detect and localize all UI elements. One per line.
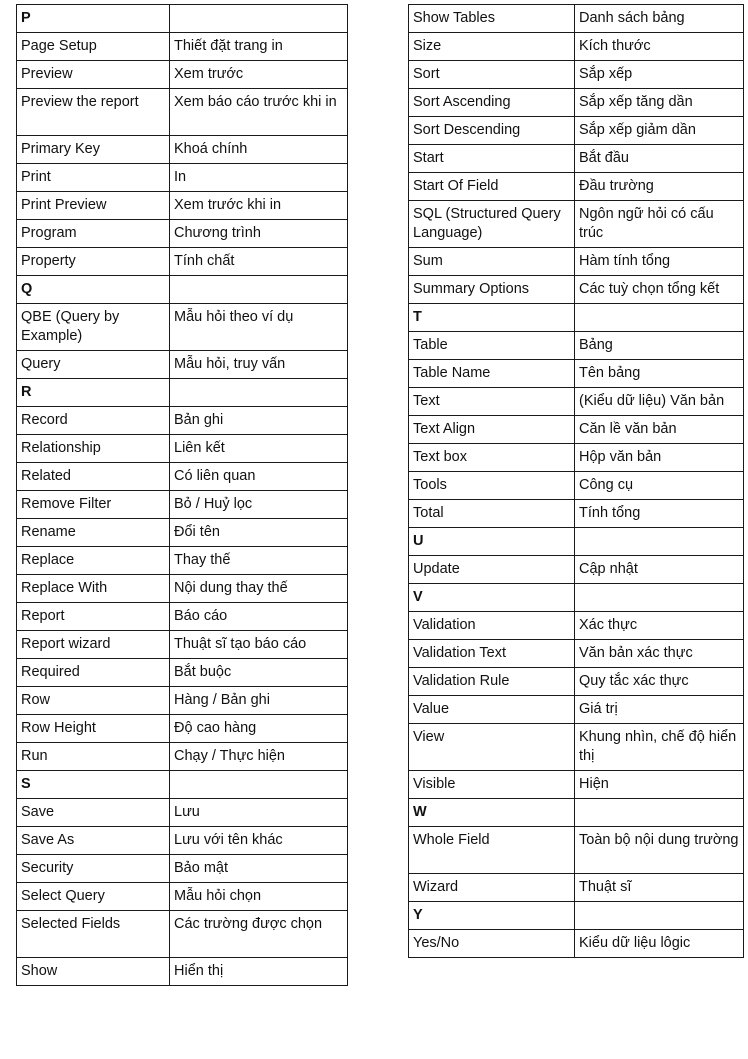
meaning-cell: Tính tổng: [575, 500, 744, 528]
term-cell: SQL (Structured Query Language): [409, 201, 575, 248]
term-cell: Size: [409, 33, 575, 61]
glossary-row: [17, 631, 348, 659]
term-cell: Print: [17, 164, 170, 192]
meaning-cell: Kiểu dữ liệu lôgic: [575, 930, 744, 958]
glossary-table-right: [408, 4, 744, 958]
meaning-cell: Hiển thị: [170, 958, 348, 986]
meaning-cell: Công cụ: [575, 472, 744, 500]
section-header-row: [17, 771, 348, 799]
term-cell: Table Name: [409, 360, 575, 388]
term-cell: Print Preview: [17, 192, 170, 220]
term-cell: Save: [17, 799, 170, 827]
glossary-row: [409, 444, 744, 472]
glossary-row: [17, 687, 348, 715]
meaning-cell: Bản ghi: [170, 407, 348, 435]
meaning-cell: Quy tắc xác thực: [575, 668, 744, 696]
meaning-cell: Xem trước: [170, 61, 348, 89]
glossary-row: [409, 360, 744, 388]
glossary-row: [17, 463, 348, 491]
meaning-cell: Liên kết: [170, 435, 348, 463]
section-letter: S: [17, 771, 170, 799]
section-header-row: [17, 5, 348, 33]
term-cell: Update: [409, 556, 575, 584]
term-cell: Report: [17, 603, 170, 631]
term-cell: Query: [17, 351, 170, 379]
glossary-row: [409, 89, 744, 117]
glossary-row: [17, 248, 348, 276]
term-cell: Text box: [409, 444, 575, 472]
section-letter: Y: [409, 902, 575, 930]
meaning-cell: (Kiểu dữ liệu) Văn bản: [575, 388, 744, 416]
term-cell: Remove Filter: [17, 491, 170, 519]
term-cell: Whole Field: [409, 827, 575, 874]
meaning-cell: Lưu: [170, 799, 348, 827]
term-cell: Save As: [17, 827, 170, 855]
glossary-row: [17, 855, 348, 883]
term-cell: Start: [409, 145, 575, 173]
glossary-row: [17, 33, 348, 61]
glossary-row: [409, 556, 744, 584]
meaning-cell: Các trường được chọn: [170, 911, 348, 958]
glossary-row: [17, 220, 348, 248]
term-cell: Tools: [409, 472, 575, 500]
term-cell: Row: [17, 687, 170, 715]
meaning-cell: Báo cáo: [170, 603, 348, 631]
meaning-cell: Văn bản xác thực: [575, 640, 744, 668]
glossary-row: [17, 743, 348, 771]
meaning-cell: Cập nhật: [575, 556, 744, 584]
term-cell: Total: [409, 500, 575, 528]
glossary-row: [17, 715, 348, 743]
term-cell: Related: [17, 463, 170, 491]
meaning-cell: Xác thực: [575, 612, 744, 640]
glossary-row: [17, 435, 348, 463]
term-cell: Run: [17, 743, 170, 771]
meaning-cell: Sắp xếp: [575, 61, 744, 89]
meaning-cell: [575, 528, 744, 556]
glossary-row: [409, 724, 744, 771]
term-cell: Validation Rule: [409, 668, 575, 696]
term-cell: Value: [409, 696, 575, 724]
glossary-row: [409, 416, 744, 444]
meaning-cell: Tên bảng: [575, 360, 744, 388]
meaning-cell: Thiết đặt trang in: [170, 33, 348, 61]
section-letter: T: [409, 304, 575, 332]
glossary-row: [409, 332, 744, 360]
meaning-cell: Chạy / Thực hiện: [170, 743, 348, 771]
term-cell: Preview the report: [17, 89, 170, 136]
term-cell: Page Setup: [17, 33, 170, 61]
glossary-row: [17, 192, 348, 220]
section-letter: V: [409, 584, 575, 612]
section-letter: R: [17, 379, 170, 407]
section-header-row: [17, 379, 348, 407]
term-cell: Visible: [409, 771, 575, 799]
term-cell: Rename: [17, 519, 170, 547]
meaning-cell: Thay thế: [170, 547, 348, 575]
section-letter: W: [409, 799, 575, 827]
glossary-row: [409, 827, 744, 874]
term-cell: Show: [17, 958, 170, 986]
glossary-row: [409, 33, 744, 61]
term-cell: Text Align: [409, 416, 575, 444]
glossary-row: [409, 248, 744, 276]
section-header-row: [409, 304, 744, 332]
meaning-cell: Khung nhìn, chế độ hiển thị: [575, 724, 744, 771]
glossary-row: [17, 136, 348, 164]
term-cell: Security: [17, 855, 170, 883]
glossary-row: [409, 276, 744, 304]
meaning-cell: [170, 379, 348, 407]
glossary-row: [409, 145, 744, 173]
glossary-row: [17, 61, 348, 89]
meaning-cell: [575, 584, 744, 612]
term-cell: Relationship: [17, 435, 170, 463]
section-letter: U: [409, 528, 575, 556]
meaning-cell: Kích thước: [575, 33, 744, 61]
meaning-cell: Bắt đầu: [575, 145, 744, 173]
meaning-cell: Toàn bộ nội dung trường: [575, 827, 744, 874]
meaning-cell: Hiện: [575, 771, 744, 799]
term-cell: Replace With: [17, 575, 170, 603]
glossary-row: [409, 117, 744, 145]
meaning-cell: Mẫu hỏi theo ví dụ: [170, 304, 348, 351]
term-cell: Row Height: [17, 715, 170, 743]
meaning-cell: Bắt buộc: [170, 659, 348, 687]
meaning-cell: Ngôn ngữ hỏi có cấu trúc: [575, 201, 744, 248]
glossary-row: [17, 575, 348, 603]
glossary-row: [17, 491, 348, 519]
meaning-cell: Hàng / Bản ghi: [170, 687, 348, 715]
glossary-row: [409, 930, 744, 958]
term-cell: View: [409, 724, 575, 771]
glossary-row: [17, 519, 348, 547]
glossary-row: [409, 472, 744, 500]
glossary-row: [17, 958, 348, 986]
term-cell: Validation: [409, 612, 575, 640]
glossary-row: [409, 5, 744, 33]
meaning-cell: Căn lề văn bản: [575, 416, 744, 444]
glossary-row: [17, 164, 348, 192]
term-cell: Sum: [409, 248, 575, 276]
glossary-row: [409, 696, 744, 724]
meaning-cell: Chương trình: [170, 220, 348, 248]
meaning-cell: Sắp xếp tăng dần: [575, 89, 744, 117]
glossary-row: [17, 351, 348, 379]
section-letter: P: [17, 5, 170, 33]
meaning-cell: Bỏ / Huỷ lọc: [170, 491, 348, 519]
meaning-cell: Lưu với tên khác: [170, 827, 348, 855]
term-cell: Sort: [409, 61, 575, 89]
meaning-cell: Thuật sĩ tạo báo cáo: [170, 631, 348, 659]
meaning-cell: Xem trước khi in: [170, 192, 348, 220]
term-cell: Sort Ascending: [409, 89, 575, 117]
term-cell: Table: [409, 332, 575, 360]
meaning-cell: Giá trị: [575, 696, 744, 724]
section-header-row: [409, 902, 744, 930]
meaning-cell: Bảng: [575, 332, 744, 360]
term-cell: Yes/No: [409, 930, 575, 958]
glossary-row: [17, 304, 348, 351]
meaning-cell: Hộp văn bản: [575, 444, 744, 472]
meaning-cell: [170, 5, 348, 33]
glossary-row: [409, 612, 744, 640]
section-header-row: [409, 799, 744, 827]
term-cell: QBE (Query by Example): [17, 304, 170, 351]
meaning-cell: Khoá chính: [170, 136, 348, 164]
glossary-row: [17, 659, 348, 687]
glossary-row: [409, 640, 744, 668]
glossary-row: [409, 771, 744, 799]
term-cell: Required: [17, 659, 170, 687]
term-cell: Summary Options: [409, 276, 575, 304]
term-cell: Replace: [17, 547, 170, 575]
meaning-cell: [170, 276, 348, 304]
glossary-row: [17, 883, 348, 911]
section-header-row: [409, 584, 744, 612]
glossary-row: [409, 388, 744, 416]
meaning-cell: Tính chất: [170, 248, 348, 276]
meaning-cell: Bảo mật: [170, 855, 348, 883]
glossary-table-left: [16, 4, 348, 986]
term-cell: Program: [17, 220, 170, 248]
glossary-row: [17, 603, 348, 631]
meaning-cell: Mẫu hỏi chọn: [170, 883, 348, 911]
meaning-cell: Danh sách bảng: [575, 5, 744, 33]
section-letter: Q: [17, 276, 170, 304]
glossary-row: [409, 61, 744, 89]
term-cell: Selected Fields: [17, 911, 170, 958]
term-cell: Preview: [17, 61, 170, 89]
glossary-row: [17, 547, 348, 575]
glossary-row: [17, 407, 348, 435]
glossary-row: [409, 173, 744, 201]
meaning-cell: Các tuỳ chọn tổng kết: [575, 276, 744, 304]
meaning-cell: Xem báo cáo trước khi in: [170, 89, 348, 136]
term-cell: Show Tables: [409, 5, 575, 33]
term-cell: Sort Descending: [409, 117, 575, 145]
term-cell: Validation Text: [409, 640, 575, 668]
term-cell: Start Of Field: [409, 173, 575, 201]
meaning-cell: Thuật sĩ: [575, 874, 744, 902]
term-cell: Text: [409, 388, 575, 416]
section-header-row: [17, 276, 348, 304]
glossary-row: [409, 201, 744, 248]
meaning-cell: Nội dung thay thế: [170, 575, 348, 603]
meaning-cell: Đầu trường: [575, 173, 744, 201]
term-cell: Wizard: [409, 874, 575, 902]
meaning-cell: Sắp xếp giảm dần: [575, 117, 744, 145]
glossary-row: [17, 799, 348, 827]
term-cell: Property: [17, 248, 170, 276]
term-cell: Select Query: [17, 883, 170, 911]
glossary-row: [409, 668, 744, 696]
term-cell: Report wizard: [17, 631, 170, 659]
section-header-row: [409, 528, 744, 556]
meaning-cell: In: [170, 164, 348, 192]
glossary-row: [409, 500, 744, 528]
glossary-row: [17, 827, 348, 855]
meaning-cell: Mẫu hỏi, truy vấn: [170, 351, 348, 379]
meaning-cell: [575, 304, 744, 332]
glossary-row: [17, 89, 348, 136]
glossary-row: [17, 911, 348, 958]
meaning-cell: [575, 902, 744, 930]
term-cell: Record: [17, 407, 170, 435]
meaning-cell: [575, 799, 744, 827]
meaning-cell: Đổi tên: [170, 519, 348, 547]
meaning-cell: [170, 771, 348, 799]
term-cell: Primary Key: [17, 136, 170, 164]
meaning-cell: Độ cao hàng: [170, 715, 348, 743]
glossary-row: [409, 874, 744, 902]
meaning-cell: Hàm tính tổng: [575, 248, 744, 276]
meaning-cell: Có liên quan: [170, 463, 348, 491]
